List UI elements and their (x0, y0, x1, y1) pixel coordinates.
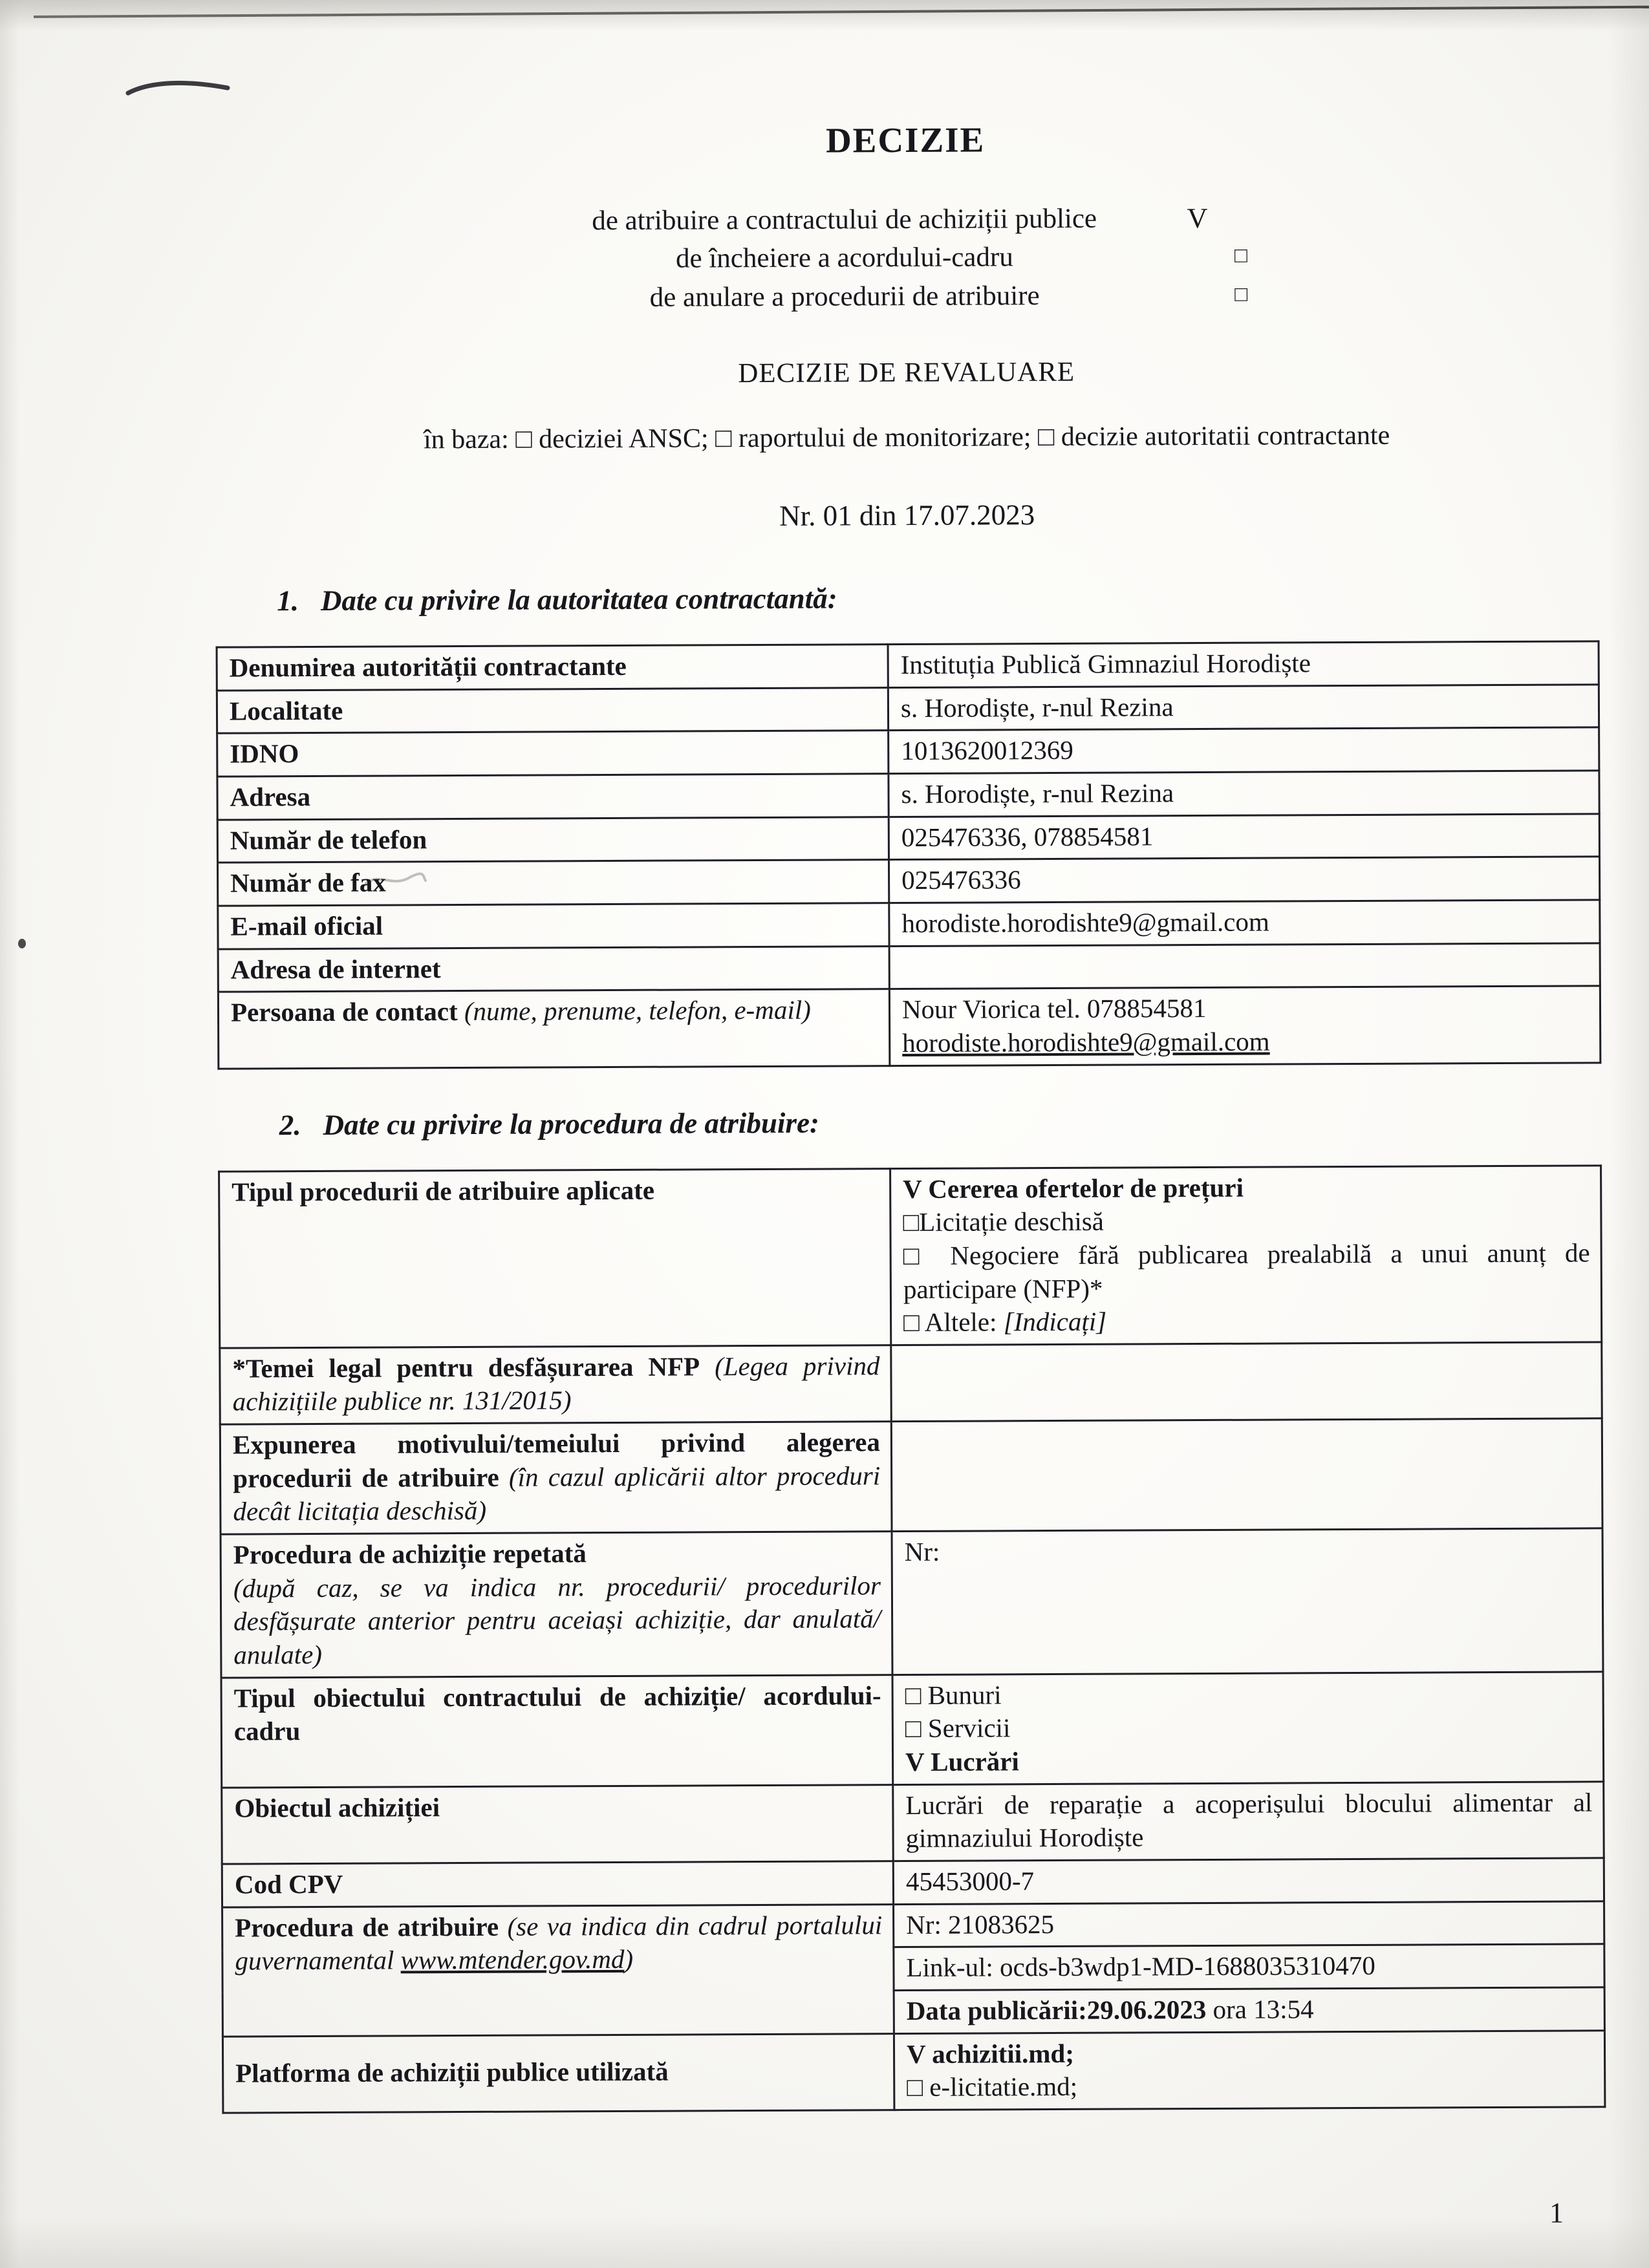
document-title: DECIZIE (825, 120, 986, 160)
row-label: E-mail oficial (218, 903, 889, 949)
row-value: horodiste.horodishte9@gmail.com (889, 900, 1600, 946)
scan-edge-artifact (34, 6, 1649, 18)
section1-heading (215, 578, 1599, 617)
page-number: 1 (1549, 2197, 1564, 2229)
table-row-email (218, 900, 1600, 949)
row-label: IDNO (217, 731, 889, 776)
row-value (890, 1165, 1602, 1345)
table-row-expunerea (220, 1418, 1602, 1534)
row-value: Lucrări de reparație a acoperișului blocului alimentar al gimnaziului Horodiște (893, 1782, 1604, 1861)
option-line-anulare (214, 275, 1475, 319)
option-licitatie-deschisa: □Licitație deschisă (903, 1206, 1105, 1237)
option-cererea-ofertelor: V Cererea ofertelor de prețuri (903, 1172, 1244, 1204)
table-row-tipul-procedurii (219, 1165, 1602, 1348)
repetata-label-note: (după caz, se va indica nr. procedurii/ procedurilor desfășurate anterior pentru aceiași achiziție, dar anulată/ anulate) (233, 1570, 881, 1670)
mtender-link: www.mtender.gov.md (400, 1944, 625, 1975)
option-lucrari: V Lucrări (905, 1746, 1019, 1777)
row-value: 1013620012369 (889, 727, 1599, 773)
procedure-link: Link-ul: ocds-b3wdp1-MD-1688035310470 (894, 1944, 1604, 1990)
option-altele (903, 1303, 1590, 1340)
row-value (889, 986, 1600, 1065)
row-label: Adresa de internet (218, 946, 889, 992)
row-value: 45453000-7 (893, 1858, 1604, 1904)
table-row-idno (217, 727, 1599, 776)
table-row-procedura-repetata (221, 1528, 1603, 1678)
publication-date (894, 1987, 1604, 2033)
section-number: 1. (277, 584, 299, 617)
table-row-temei-legal (220, 1342, 1602, 1425)
row-label: Cod CPV (222, 1861, 893, 1907)
table-row-platforma (222, 2030, 1604, 2113)
table-row-fax (218, 857, 1600, 906)
option-line-acord-cadru (214, 236, 1475, 280)
pen-mark-artifact (124, 76, 234, 105)
row-label: Tipul obiectului contractului de achiziție/ acordului-cadru (221, 1674, 893, 1787)
repetata-label: Procedura de achiziție repetată (233, 1538, 587, 1570)
row-label: Tipul procedurii de atribuire aplicate (219, 1168, 891, 1348)
publication-date-value: Data publicării:29.06.2023 (906, 1994, 1207, 2026)
table-row-cod-cpv (222, 1858, 1604, 1907)
section2-heading (218, 1102, 1602, 1142)
option-negociere-nfp: □ Negociere fără publicarea prealabilă a unui anunț de participare (NFP)* (903, 1237, 1590, 1304)
row-value: Instituția Publică Gimnaziul Horodiște (888, 641, 1599, 687)
option-label: de anulare a procedurii de atribuire (649, 280, 1040, 313)
option-elicitatie-md: □ e-licitatie.md; (907, 2071, 1078, 2102)
option-bunuri: □ Bunuri (905, 1680, 1002, 1710)
checkbox-icon: □ (1234, 244, 1247, 268)
section-title: Date cu privire la procedura de atribuire: (323, 1106, 820, 1141)
contact-name-phone: Nour Viorica tel. 078854581 (901, 993, 1207, 1025)
contact-email: horodiste.horodishte9@gmail.com (902, 1026, 1270, 1058)
atribuire-label: Procedura de atribuire (235, 1911, 499, 1943)
row-label: Număr de fax (218, 860, 889, 906)
contact-label: Persoana de contact (230, 996, 458, 1027)
option-altele-label: □ Altele: (903, 1307, 1004, 1338)
row-label: Obiectul achiziției (222, 1784, 894, 1864)
row-label: Număr de telefon (217, 817, 889, 862)
row-value: Nr: (892, 1528, 1603, 1674)
temei-label-note: (Legea privind achizițiile publice nr. 131/2015) (232, 1351, 880, 1417)
row-value: s. Horodiște, r-nul Rezina (888, 684, 1599, 730)
procedure-table (218, 1164, 1606, 2114)
row-value (894, 2030, 1605, 2110)
row-value: s. Horodiște, r-nul Rezina (889, 771, 1599, 817)
authority-table (216, 640, 1602, 1069)
row-label: Localitate (217, 687, 888, 733)
atribuire-label-close: ) (624, 1944, 634, 1974)
revaluare-subtitle: DECIZIE DE REVALUARE (738, 356, 1075, 389)
decision-type-options (214, 198, 1476, 318)
table-row-localitate (217, 684, 1599, 733)
table-row-contact (218, 986, 1600, 1069)
row-label: Platforma de achiziții publice utilizată (222, 2033, 894, 2113)
checkbox-icon: □ (1234, 283, 1248, 306)
basis-line: în baza: □ deciziei ANSC; □ raportului de monitorizare; □ decizie autoritatii contractante (423, 420, 1390, 455)
option-label: de încheiere a acordului-cadru (675, 242, 1013, 274)
checkmark-icon: V (1187, 202, 1208, 235)
option-label: de atribuire a contractului de achiziții publice (592, 203, 1097, 237)
expunerea-label: Expunerea motivului/temeiului privind alegerea procedurii de atribuire (232, 1427, 881, 1493)
option-line-atribuire (214, 198, 1475, 242)
procedure-number: Nr: 21083625 (894, 1901, 1604, 1947)
ink-dot-artifact (18, 939, 26, 948)
table-row-adresa (217, 771, 1599, 820)
option-altele-note: [Indicați] (1003, 1306, 1107, 1337)
row-value: 025476336 (889, 857, 1599, 903)
row-value (892, 1672, 1604, 1785)
table-row-telefon (217, 813, 1599, 862)
row-value (889, 943, 1600, 989)
option-servicii: □ Servicii (905, 1713, 1011, 1744)
decision-number-line: Nr. 01 din 17.07.2023 (779, 498, 1035, 532)
table-row-internet (218, 943, 1600, 992)
row-value: 025476336, 078854581 (889, 813, 1599, 859)
expunerea-label-note: (în cazul aplicării altor proceduri decât licitația deschisă) (233, 1460, 881, 1527)
table-row-procedura-atribuire (222, 1901, 1604, 1950)
section-title: Date cu privire la autoritatea contractantă: (320, 582, 837, 617)
row-label (222, 1904, 894, 2036)
document-content (213, 116, 1606, 2113)
table-row-tipul-obiectului (221, 1672, 1604, 1788)
row-label (220, 1345, 892, 1424)
row-label: Denumirea autorității contractante (217, 645, 888, 690)
row-label (220, 1422, 892, 1534)
table-row-obiectul (222, 1782, 1604, 1865)
row-value (891, 1342, 1602, 1422)
atribuire-label-note: (se va indica din cadrul portalului guvernamental (235, 1909, 883, 1976)
option-achizitii-md: V achizitii.md; (906, 2038, 1075, 2069)
row-value (891, 1418, 1602, 1532)
section-number: 2. (279, 1108, 301, 1141)
row-label (218, 989, 890, 1069)
row-label (221, 1532, 892, 1678)
row-label: Adresa (217, 774, 889, 820)
table-row-denumirea (217, 641, 1599, 690)
publication-time: ora 13:54 (1206, 1994, 1314, 2024)
temei-label: *Temei legal pentru desfășurarea NFP (232, 1351, 700, 1384)
contact-label-note: (nume, prenume, telefon, e-mail) (464, 994, 811, 1027)
